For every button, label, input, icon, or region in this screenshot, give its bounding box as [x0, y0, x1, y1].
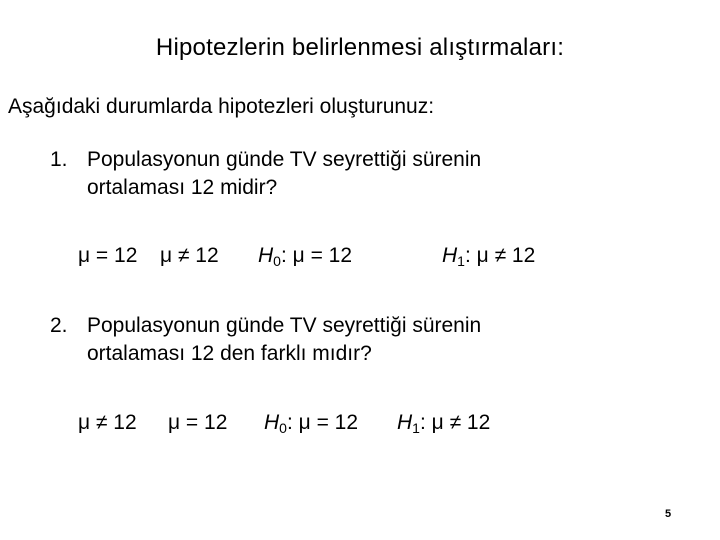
null-hypothesis [258, 244, 352, 268]
null-hypothesis [264, 411, 358, 435]
expression-b: μ ≠ 12 [160, 244, 219, 267]
item-question [87, 146, 607, 202]
alternative-hypothesis-symbol: H [442, 244, 458, 267]
page-number: 5 [665, 508, 672, 520]
item-question-line: ortalaması 12 den farklı mıdır? [87, 342, 372, 365]
slide-title: Hipotezlerin belirlenmesi alıştırmaları: [155, 34, 565, 61]
null-hypothesis-subscript: 0 [273, 253, 281, 269]
alternative-hypothesis-subscript: 1 [412, 420, 420, 436]
item-question-line: Populasyonun günde TV seyrettiği sürenin [87, 148, 482, 171]
alternative-hypothesis-subscript: 1 [457, 253, 465, 269]
null-hypothesis-expression: : μ = 12 [286, 411, 359, 434]
null-hypothesis-symbol: H [258, 244, 274, 267]
list-item-1 [50, 146, 610, 206]
expression-a: μ = 12 [78, 244, 138, 267]
null-hypothesis-symbol: H [264, 411, 280, 434]
null-hypothesis-subscript: 0 [279, 420, 287, 436]
hypothesis-row-1 [0, 244, 720, 274]
item-question-line: ortalaması 12 midir? [87, 176, 278, 199]
alternative-hypothesis-expression: : μ ≠ 12 [419, 411, 491, 434]
item-question-line: Populasyonun günde TV seyrettiği sürenin [87, 314, 482, 337]
alternative-hypothesis-symbol: H [397, 411, 413, 434]
item-number: 1. [50, 148, 68, 171]
alternative-hypothesis [442, 244, 535, 268]
hypothesis-row-2 [0, 411, 720, 441]
alternative-hypothesis [397, 411, 490, 435]
item-number: 2. [50, 314, 68, 337]
list-item-2 [50, 312, 610, 372]
expression-a: μ ≠ 12 [78, 411, 137, 434]
instruction-text: Aşağıdaki durumlarda hipotezleri oluşturunuz: [8, 95, 435, 118]
alternative-hypothesis-expression: : μ ≠ 12 [464, 244, 536, 267]
null-hypothesis-expression: : μ = 12 [280, 244, 353, 267]
item-question [87, 312, 607, 368]
expression-b: μ = 12 [168, 411, 228, 434]
